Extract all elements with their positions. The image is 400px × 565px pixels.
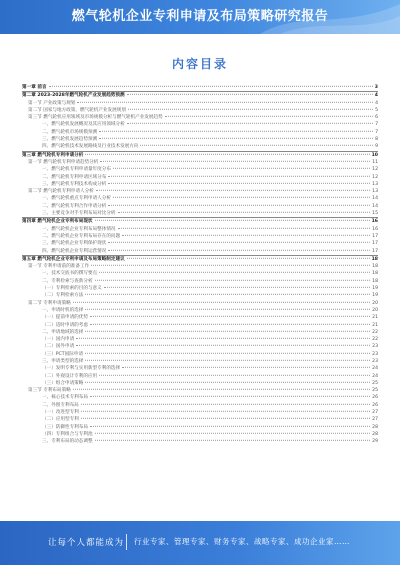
toc-leader-dots	[85, 309, 370, 310]
toc-leader-dots	[90, 316, 370, 317]
toc-entry[interactable]	[22, 151, 378, 159]
toc-leader-dots	[108, 249, 370, 250]
toc-entry[interactable]	[22, 329, 378, 336]
toc-entry-text: （三）防御性专利布局	[42, 424, 88, 430]
toc-leader-dots	[85, 352, 370, 353]
toc-entry[interactable]	[22, 387, 378, 394]
toc-entry-text: （一）提前申请的优势	[42, 315, 88, 321]
toc-page-number: 12	[372, 174, 378, 180]
toc-entry-text: 第二章 2023-2028年燃气轮机产业发展趋势预测	[22, 93, 125, 99]
toc-entry-text: 第四章 燃气轮机企业专利布局现状	[22, 219, 93, 225]
toc-page-number: 25	[372, 380, 378, 386]
toc-page-number: 6	[375, 115, 378, 121]
toc-entry-text: 二、燃气轮机专利申请区域分布	[42, 174, 107, 180]
toc-entry-text: 第三节 专利布局策略	[28, 388, 71, 394]
toc-entry[interactable]	[22, 91, 378, 99]
toc-leader-dots	[165, 116, 373, 117]
toc-leader-dots	[49, 86, 373, 87]
toc-leader-dots	[108, 183, 370, 184]
toc-entry[interactable]	[22, 195, 378, 202]
toc-entry[interactable]	[22, 438, 378, 445]
toc-entry[interactable]	[22, 336, 378, 343]
toc-entry[interactable]	[22, 255, 378, 263]
toc-page-number: 13	[372, 189, 378, 195]
toc-page-number: 24	[372, 373, 378, 379]
toc-entry-text: （一）发明专利与实用新型专利的选择	[42, 366, 121, 372]
toc-entry[interactable]	[22, 248, 378, 255]
toc-heading: 内容目录	[171, 57, 228, 71]
toc-entry[interactable]	[22, 121, 378, 128]
toc-leader-dots	[108, 205, 370, 206]
header-banner	[0, 0, 400, 34]
footer-tagline: 让每个人都能成为	[48, 538, 125, 548]
toc-leader-dots	[104, 287, 370, 288]
toc-entry-text: 三、主要竞争对手专利布局对比分析	[42, 211, 116, 217]
toc-entry[interactable]	[22, 240, 378, 247]
toc-entry[interactable]	[22, 203, 378, 210]
toc-entry[interactable]	[22, 107, 378, 114]
toc-entry-text: 第三节 燃气轮机应用领域及市场规模分析与燃气轮机产业发展趋势	[28, 115, 163, 121]
toc-entry[interactable]	[22, 358, 378, 365]
toc-entry[interactable]	[22, 217, 378, 225]
toc-leader-dots	[90, 425, 370, 426]
toc-entry-text: 一、核心技术专利布局	[42, 395, 88, 401]
toc-page-number: 23	[372, 358, 378, 364]
toc-page-number: 20	[372, 307, 378, 313]
toc-page-number: 15	[372, 211, 378, 217]
toc-entry[interactable]	[22, 278, 378, 285]
toc-entry-text: 第一节 产业政策与规划	[28, 100, 76, 106]
toc-page-number: 17	[372, 241, 378, 247]
toc-entry-text: 第二节 专利申请策略	[28, 300, 71, 306]
toc-leader-dots	[85, 294, 370, 295]
toc-entry[interactable]	[22, 114, 378, 121]
toc-leader-dots	[127, 123, 373, 124]
toc-entry[interactable]	[22, 188, 378, 195]
toc-entry[interactable]	[22, 174, 378, 181]
toc-leader-dots	[81, 411, 370, 412]
toc-entry[interactable]	[22, 226, 378, 233]
toc-leader-dots	[99, 374, 370, 375]
toc-entry[interactable]	[22, 166, 378, 173]
toc-leader-dots	[122, 235, 370, 236]
toc-page-number: 11	[372, 159, 378, 165]
toc-leader-dots	[90, 323, 370, 324]
toc-entry-text: 第一章 前言	[22, 85, 47, 90]
toc-entry[interactable]	[22, 300, 378, 307]
toc-page-number: 29	[372, 439, 378, 445]
toc-page-number: 4	[374, 93, 378, 99]
toc-leader-dots	[76, 345, 370, 346]
toc-page-number: 14	[372, 196, 378, 202]
toc-page-number: 9	[375, 144, 378, 150]
toc-entry[interactable]	[22, 409, 378, 416]
toc-page-number: 23	[372, 344, 378, 350]
toc-entry[interactable]	[22, 416, 378, 423]
toc-page-number: 17	[372, 248, 378, 254]
toc-entry-text: 第一节 燃气轮机专利申请趋势分析	[28, 159, 99, 165]
toc-leader-dots	[85, 331, 370, 332]
toc-leader-dots	[108, 175, 370, 176]
toc-entry[interactable]	[22, 394, 378, 401]
toc-page-number: 3	[374, 85, 378, 90]
toc-page-number: 18	[371, 256, 378, 262]
toc-page-number: 19	[372, 286, 378, 292]
toc-entry[interactable]	[22, 100, 378, 107]
toc-entry[interactable]	[22, 233, 378, 240]
toc-leader-dots	[81, 404, 370, 405]
toc-entry[interactable]	[22, 431, 378, 438]
toc-leader-dots	[113, 168, 370, 169]
report-title: 燃气轮机企业专利申请及布局策略研究报告	[71, 9, 329, 24]
toc-entry-text: （二）应用型专利	[42, 417, 79, 423]
toc-page-number: 16	[371, 219, 378, 225]
toc-entry-text: 第二节 国家与地方政策、燃气轮机产业发展规划	[28, 107, 126, 113]
toc-leader-dots	[118, 212, 371, 213]
toc-entry-text: （二）专利检索方法	[42, 293, 84, 299]
toc-entry-text: 二、燃气轮机专利合作申请分析	[42, 203, 107, 209]
toc-entry-text: 三、燃气轮机企业专利保护现状	[42, 241, 107, 247]
toc-page-number: 18	[372, 271, 378, 277]
toc-entry-text: 三、燃气轮机专利技术构成分析	[42, 181, 107, 187]
toc-entry[interactable]	[22, 129, 378, 136]
toc-leader-dots	[122, 367, 370, 368]
toc-entry[interactable]	[22, 373, 378, 380]
toc-entry[interactable]	[22, 314, 378, 321]
toc-leader-dots	[127, 258, 370, 259]
toc-entry-text: 一、燃气轮机发展概况及其应用领域分析	[42, 122, 125, 128]
toc-page-number: 26	[372, 395, 378, 401]
toc-page-number: 12	[372, 167, 378, 173]
toc-page-number: 5	[375, 107, 378, 113]
footer-banner	[0, 521, 400, 565]
toc-page-number: 22	[372, 329, 378, 335]
toc-page-number: 4	[375, 100, 378, 106]
toc-entry-text: （一）国内申请	[42, 337, 75, 343]
toc-page-number: 7	[375, 129, 378, 135]
toc-entry[interactable]	[22, 365, 378, 372]
toc-entry-text: 一、燃气轮机重点专利申请人分析	[42, 196, 111, 202]
toc-leader-dots	[99, 272, 370, 273]
toc-page-number: 21	[372, 315, 378, 321]
toc-page-number: 21	[372, 322, 378, 328]
toc-entry-text: 第三章 燃气轮机专利申请分析	[22, 152, 84, 158]
toc-entry-text: （二）国外申请	[42, 344, 75, 350]
toc-page-number: 28	[372, 424, 378, 430]
toc-entry-text: 四、燃气轮机企业专利运营情况	[42, 248, 107, 254]
toc-page-number: 25	[372, 388, 378, 394]
table-of-contents	[22, 84, 378, 446]
toc-page-number: 19	[372, 293, 378, 299]
toc-page-number: 22	[372, 337, 378, 343]
toc-leader-dots	[85, 382, 370, 383]
toc-page-number: 18	[372, 278, 378, 284]
toc-page-number: 17	[372, 233, 378, 239]
toc-entry[interactable]	[22, 84, 378, 91]
toc-leader-dots	[91, 265, 370, 266]
toc-page-number: 14	[372, 203, 378, 209]
toc-entry-text: 第五章 燃气轮机企业专利申请及布局策略制定建议	[22, 256, 125, 262]
toc-leader-dots	[118, 227, 371, 228]
toc-entry-text: （三）PCT国际申请	[42, 351, 83, 357]
toc-leader-dots	[85, 360, 370, 361]
toc-entry[interactable]	[22, 402, 378, 409]
toc-leader-dots	[81, 418, 370, 419]
toc-entry[interactable]	[22, 181, 378, 188]
toc-leader-dots	[99, 131, 373, 132]
toc-leader-dots	[108, 242, 370, 243]
toc-entry-text: 一、燃气轮机专利申请量年度分布	[42, 167, 111, 173]
toc-page-number: 7	[375, 122, 378, 128]
toc-entry-text: 三、燃气轮机发展趋势预测	[42, 137, 98, 143]
toc-entry-text: 三、申请类型的选择	[42, 358, 84, 364]
toc-page-number: 20	[372, 300, 378, 306]
toc-leader-dots	[90, 396, 370, 397]
toc-page-number: 16	[372, 226, 378, 232]
toc-entry-text: 第二节 燃气轮机专利申请人分析	[28, 189, 94, 195]
toc-entry-text: （一）专利检索的目的与意义	[42, 286, 102, 292]
toc-page-number: 26	[372, 402, 378, 408]
toc-entry[interactable]	[22, 380, 378, 387]
toc-leader-dots	[127, 94, 373, 95]
toc-leader-dots	[85, 153, 369, 154]
toc-leader-dots	[95, 220, 370, 221]
toc-leader-dots	[128, 109, 373, 110]
toc-page-number: 18	[372, 264, 378, 270]
toc-entry-text: （四）专利组合与专利池	[42, 431, 93, 437]
toc-entry[interactable]	[22, 270, 378, 277]
toc-entry[interactable]	[22, 210, 378, 217]
toc-page-number: 23	[372, 351, 378, 357]
toc-leader-dots	[100, 161, 370, 162]
toc-entry[interactable]	[22, 351, 378, 358]
toc-page-number: 28	[372, 431, 378, 437]
toc-entry-text: 二、专利检索与查新分析	[42, 278, 93, 284]
toc-entry-text: 一、技术交底书的撰写要点	[42, 271, 98, 277]
toc-page-number: 10	[371, 152, 378, 158]
toc-entry[interactable]	[22, 424, 378, 431]
toc-leader-dots	[77, 101, 373, 102]
toc-page-number: 8	[375, 137, 378, 143]
toc-entry[interactable]	[22, 285, 378, 292]
toc-entry-text: （三）组合申请策略	[42, 380, 84, 386]
toc-page-number: 27	[372, 417, 378, 423]
toc-entry-text: （一）改进型专利	[42, 410, 79, 416]
toc-entry-text: （二）适时申请的考虑	[42, 322, 88, 328]
toc-entry[interactable]	[22, 292, 378, 299]
toc-leader-dots	[95, 440, 371, 441]
toc-entry[interactable]	[22, 143, 378, 150]
toc-entry[interactable]	[22, 343, 378, 350]
toc-entry-text: 二、燃气轮机市场规模预测	[42, 129, 98, 135]
toc-leader-dots	[76, 338, 370, 339]
toc-entry-text: 二、外围专利布局	[42, 402, 79, 408]
toc-leader-dots	[95, 433, 371, 434]
toc-entry-text: 第一节 专利申请前的准备工作	[28, 264, 90, 270]
toc-entry[interactable]	[22, 159, 378, 166]
footer-divider	[126, 534, 127, 550]
toc-entry-text: 四、燃气轮机技术发展路线及行业技术发展方向	[42, 144, 139, 150]
toc-page-number: 27	[372, 410, 378, 416]
toc-entry[interactable]	[22, 322, 378, 329]
toc-entry[interactable]	[22, 307, 378, 314]
footer-experts-text: 行业专家、管理专家、财务专家、战略专家、成功企业家……	[134, 537, 350, 546]
toc-entry-text: （二）外观设计专利的应用	[42, 373, 98, 379]
toc-entry-text: 二、申请地域的选择	[42, 329, 84, 335]
toc-entry-text: 一、燃气轮机企业专利布局整体情况	[42, 226, 116, 232]
toc-entry-text: 三、专利布局的动态调整	[42, 439, 93, 445]
toc-page-number: 13	[372, 181, 378, 187]
toc-page-number: 24	[372, 366, 378, 372]
toc-entry-text: 二、燃气轮机企业专利布局存在的问题	[42, 233, 121, 239]
toc-leader-dots	[140, 145, 373, 146]
toc-leader-dots	[96, 190, 370, 191]
toc-leader-dots	[95, 280, 371, 281]
toc-leader-dots	[73, 389, 370, 390]
toc-entry[interactable]	[22, 136, 378, 143]
toc-leader-dots	[99, 138, 373, 139]
toc-entry-text: 一、申请时机的选择	[42, 307, 84, 313]
toc-leader-dots	[113, 197, 370, 198]
toc-leader-dots	[73, 301, 370, 302]
toc-entry[interactable]	[22, 263, 378, 270]
